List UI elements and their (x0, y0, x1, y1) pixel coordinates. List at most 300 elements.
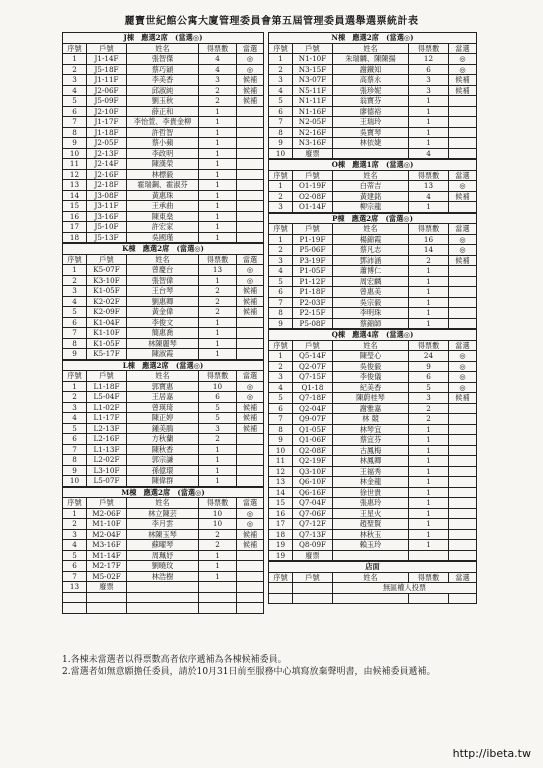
column-header-row (269, 43, 477, 54)
cell: Q9-07F (293, 414, 333, 425)
cell: 許宏家 (127, 222, 199, 233)
cell: J5-10F (87, 222, 127, 233)
cell (237, 211, 264, 222)
cell: 邱淑純 (127, 85, 199, 96)
cell: 李俊儀 (333, 372, 409, 383)
cell: J3-11F (87, 201, 127, 212)
cell (237, 190, 264, 201)
cell (449, 266, 477, 277)
cell: ◎ (449, 181, 477, 192)
cell: 李政明 (127, 148, 199, 159)
cell: 9 (63, 465, 87, 476)
cell: Q7-04F (293, 498, 333, 509)
page-title: 麗寶世紀館公寓大廈管理委員會第五屆管理委員選舉選票統計表 (124, 16, 419, 27)
cell: L3-10F (87, 465, 127, 476)
cell: M1-10F (87, 519, 127, 530)
table-row (63, 317, 264, 328)
building-heading-row (63, 487, 264, 498)
column-header-unit: 戶號 (87, 371, 127, 382)
cell: 7 (269, 297, 293, 308)
table-row (269, 414, 477, 425)
cell: 方秋蘭 (127, 434, 199, 445)
cell: 3 (409, 75, 449, 86)
column-header-name: 姓名 (333, 170, 409, 181)
column-header-votes: 得票數 (409, 170, 449, 181)
cell: 賴玉玲 (333, 540, 409, 551)
cell: ◎ (449, 234, 477, 245)
cell: 陳蔚桂琴 (333, 393, 409, 404)
cell: 1 (199, 169, 237, 180)
table-row (63, 275, 264, 286)
cell: 8 (63, 127, 87, 138)
table-row (269, 393, 477, 404)
cell: 候補 (237, 286, 264, 297)
cell: J3-16F (87, 211, 127, 222)
cell: 簡惠喬 (127, 328, 199, 339)
cell: 李美香 (127, 75, 199, 86)
cell: 2 (63, 519, 87, 530)
cell (237, 232, 264, 243)
column-header-row (269, 170, 477, 181)
cell: 古鳳梅 (333, 445, 409, 456)
cell: 劉惠卿 (127, 296, 199, 307)
cell (127, 582, 199, 593)
cell: P5-06F (293, 245, 333, 256)
cell: 5 (63, 423, 87, 434)
column-header-votes: 得票數 (409, 340, 449, 351)
cell: 候補 (449, 393, 477, 404)
cell: 1 (199, 180, 237, 191)
cell: 24 (409, 351, 449, 362)
cell: 1 (199, 550, 237, 561)
cell: 蕭博仁 (333, 266, 409, 277)
cell: 1 (409, 266, 449, 277)
cell: 16 (409, 234, 449, 245)
cell (449, 540, 477, 551)
cell: 1 (199, 127, 237, 138)
table-row (63, 286, 264, 297)
column-header-unit: 戶號 (87, 498, 127, 509)
cell: 1 (409, 477, 449, 488)
cell (449, 297, 477, 308)
right-column (268, 32, 476, 604)
cell: 3 (63, 286, 87, 297)
cell: 2 (199, 434, 237, 445)
column-header-unit: 戶號 (87, 43, 127, 54)
cell: 15 (269, 498, 293, 509)
cell: 19 (269, 540, 293, 551)
table-row (63, 54, 264, 65)
cell: 1 (63, 265, 87, 276)
cell: 8 (269, 308, 293, 319)
cell: 1 (199, 190, 237, 201)
cell: K1-05F (87, 338, 127, 349)
cell: 陳秋香 (127, 444, 199, 455)
cell: K1-04F (87, 317, 127, 328)
column-header-elected: 當選 (449, 170, 477, 181)
cell: K1-05F (87, 286, 127, 297)
cell: 1 (409, 202, 449, 213)
cell: 1 (199, 476, 237, 487)
cell: Q7-06F (293, 508, 333, 519)
table-row (63, 307, 264, 318)
column-header-no: 序號 (269, 224, 293, 235)
cell: 吳俊毅 (333, 361, 409, 372)
cell: 徐世貴 (333, 487, 409, 498)
cell: 14 (63, 190, 87, 201)
cell: 5 (63, 307, 87, 318)
cell: N3-07F (293, 75, 333, 86)
table-row (63, 519, 264, 530)
building-heading: N棟 應選2席 (當選◎) (269, 33, 477, 44)
cell: 林浩樹 (127, 571, 199, 582)
table-row (269, 435, 477, 446)
table-row (63, 455, 264, 466)
cell: 13 (269, 477, 293, 488)
cell: N2-05F (293, 117, 333, 128)
table-row (63, 127, 264, 138)
column-header-votes: 得票數 (199, 498, 237, 509)
cell: 1 (409, 96, 449, 107)
column-header-name: 姓名 (127, 43, 199, 54)
cell (237, 550, 264, 561)
cell: 1 (409, 308, 449, 319)
table-row (63, 201, 264, 212)
cell: 陳正婷 (127, 413, 199, 424)
cell: J5-13F (87, 232, 127, 243)
cell: N1-16F (293, 106, 333, 117)
cell: 蔡宜芬 (333, 435, 409, 446)
cell: 1 (199, 561, 237, 572)
table-row (269, 424, 477, 435)
cell (449, 414, 477, 425)
cell: 9 (63, 138, 87, 149)
cell: 5 (199, 413, 237, 424)
cell: 1 (409, 529, 449, 540)
cell: 1 (409, 445, 449, 456)
cell: 1 (199, 159, 237, 170)
building-table (62, 243, 264, 360)
cell (449, 487, 477, 498)
table-row (63, 561, 264, 572)
cell: 蔡凡志 (333, 245, 409, 256)
cell: 6 (63, 106, 87, 117)
column-header-elected: 當選 (237, 254, 264, 265)
column-header-row (63, 498, 264, 509)
cell: 1 (199, 232, 237, 243)
cell (449, 127, 477, 138)
table-row (269, 351, 477, 362)
cell: 陳偉群 (127, 476, 199, 487)
cell: 王星火 (333, 508, 409, 519)
cell: ◎ (237, 519, 264, 530)
column-header-name: 姓名 (127, 254, 199, 265)
cell (237, 180, 264, 191)
cell: M2-17F (87, 561, 127, 572)
cell: N1-10F (293, 54, 333, 65)
cell: 2 (199, 296, 237, 307)
cell: 1 (199, 106, 237, 117)
cell: ◎ (237, 508, 264, 519)
cell: 劉玉秋 (127, 96, 199, 107)
cell: 10 (199, 381, 237, 392)
cell: 6 (63, 561, 87, 572)
cell: ◎ (449, 351, 477, 362)
cell: 14 (409, 245, 449, 256)
cell: 2 (409, 414, 449, 425)
cell: 候補 (237, 529, 264, 540)
cell: 6 (409, 64, 449, 75)
cell: 候補 (237, 413, 264, 424)
cell: 2 (199, 286, 237, 297)
cell: 2 (199, 85, 237, 96)
cell (449, 498, 477, 509)
cell: 鍾美鵑 (127, 423, 199, 434)
column-header-elected: 當選 (449, 340, 477, 351)
column-header-votes: 得票數 (199, 371, 237, 382)
cell: O1-14F (293, 202, 333, 213)
column-header-row (269, 340, 477, 351)
cell: 9 (269, 435, 293, 446)
table-row (63, 169, 264, 180)
cell: 林陳玉琴 (127, 529, 199, 540)
cell: 吳國瑾 (127, 232, 199, 243)
cell: Q7-12F (293, 519, 333, 530)
cell: 王瑞玲 (333, 117, 409, 128)
cell (127, 603, 199, 614)
cell: 劉曉玟 (127, 561, 199, 572)
cell: 14 (269, 487, 293, 498)
table-row (269, 593, 477, 604)
cell: 張惠玲 (333, 498, 409, 509)
cell: J2-10F (87, 106, 127, 117)
cell (449, 445, 477, 456)
table-row (269, 117, 477, 128)
table-row (63, 190, 264, 201)
left-column (62, 32, 263, 614)
cell: J5-18F (87, 64, 127, 75)
table-row (63, 349, 264, 360)
cell: ◎ (449, 382, 477, 393)
cell: ◎ (237, 392, 264, 403)
cell: Q1-06F (293, 435, 333, 446)
cell: 蔡小蘋 (127, 138, 199, 149)
building-heading-row (269, 213, 477, 224)
cell: 吳宗毅 (333, 297, 409, 308)
cell: 16 (63, 211, 87, 222)
cell: P2-15F (293, 308, 333, 319)
table-row (269, 477, 477, 488)
cell: 蘇曜琴 (127, 540, 199, 551)
cell: 8 (63, 338, 87, 349)
cell: 19 (269, 550, 293, 561)
cell: 4 (269, 85, 293, 96)
cell: K2-02F (87, 296, 127, 307)
cell: 1 (409, 466, 449, 477)
cell (237, 317, 264, 328)
table-row (269, 550, 477, 561)
table-row (63, 465, 264, 476)
cell: 4 (269, 266, 293, 277)
cell: 1 (199, 201, 237, 212)
cell: 1 (199, 444, 237, 455)
cell: 4 (409, 191, 449, 202)
cell: 孫億環 (127, 465, 199, 476)
cell (293, 593, 333, 604)
cell: 5 (269, 393, 293, 404)
cell: L1-18F (87, 381, 127, 392)
cell: 7 (63, 444, 87, 455)
cell (449, 456, 477, 467)
cell: J2-05F (87, 138, 127, 149)
cell: L1-13F (87, 444, 127, 455)
table-row (63, 508, 264, 519)
cell (449, 424, 477, 435)
table-row (269, 583, 477, 594)
cell: 廖德裕 (333, 106, 409, 117)
cell: 17 (269, 519, 293, 530)
cell: K1-10F (87, 328, 127, 339)
cell: K3-10F (87, 275, 127, 286)
table-row (269, 181, 477, 192)
cell: 2 (269, 191, 293, 202)
table-row (269, 382, 477, 393)
cell: 1 (409, 318, 449, 329)
cell: Q7-13F (293, 529, 333, 540)
cell: 周宏麟 (333, 276, 409, 287)
table-row (269, 266, 477, 277)
column-header-row (63, 254, 264, 265)
table-row (269, 572, 477, 583)
column-header-votes: 得票數 (409, 43, 449, 54)
cell: 候補 (449, 255, 477, 266)
cell: 1 (199, 455, 237, 466)
cell: 3 (199, 423, 237, 434)
cell: Q6-16F (293, 487, 333, 498)
cell: 李明珠 (333, 308, 409, 319)
cell (237, 561, 264, 572)
column-header-no: 序號 (269, 170, 293, 181)
cell (449, 96, 477, 107)
cell: 1 (63, 54, 87, 65)
cell: 10 (63, 148, 87, 159)
cell: P5-08F (293, 318, 333, 329)
cell: 朱瑞麟、陳陳揚 (333, 54, 409, 65)
cell: J1-17F (87, 117, 127, 128)
cell: 鄧沛涵 (333, 255, 409, 266)
cell: 5 (269, 276, 293, 287)
cell: 1 (199, 349, 237, 360)
cell: 紀美香 (333, 382, 409, 393)
cell (63, 592, 87, 603)
cell: 當選 (449, 572, 477, 583)
cell: 林 競 (333, 414, 409, 425)
cell: 1 (199, 222, 237, 233)
cell: 8 (269, 127, 293, 138)
cell: P1-18F (293, 287, 333, 298)
cell: 1 (409, 498, 449, 509)
cell: 16 (269, 508, 293, 519)
building-heading: Q棟 應選4席 (當選◎) (269, 330, 477, 341)
table-row (269, 85, 477, 96)
cell: Q6-10F (293, 477, 333, 488)
table-row (63, 423, 264, 434)
cell: 1 (409, 127, 449, 138)
table-row (63, 603, 264, 614)
cell (449, 466, 477, 477)
column-header-row (63, 371, 264, 382)
cell: 廢票 (293, 550, 333, 561)
cell: 黃金偉 (127, 307, 199, 318)
column-header-votes: 得票數 (409, 224, 449, 235)
table-row (269, 308, 477, 319)
cell: 2 (409, 255, 449, 266)
cell: 4 (409, 148, 449, 159)
cell: 林陳麗琴 (127, 338, 199, 349)
note-1: 1.各棟未當選者以得票數高者依序遞補為各棟候補委員。 (62, 655, 287, 665)
building-table (62, 487, 264, 614)
cell: 楊錦霞 (333, 234, 409, 245)
building-heading: L棟 應選2席 (當選◎) (63, 360, 264, 371)
cell: Q8-09F (293, 540, 333, 551)
table-row (63, 75, 264, 86)
building-heading: J棟 應選2席 (當選◎) (63, 33, 264, 44)
cell: 5 (409, 382, 449, 393)
cell: 1 (199, 571, 237, 582)
cell: 3 (269, 202, 293, 213)
cell: 1 (409, 287, 449, 298)
cell: 李俊文 (127, 317, 199, 328)
cell (269, 593, 293, 604)
cell: 候補 (449, 191, 477, 202)
column-header-no: 序號 (63, 371, 87, 382)
table-row (63, 265, 264, 276)
cell: 候補 (237, 296, 264, 307)
cell: K5-17F (87, 349, 127, 360)
cell: 11 (269, 456, 293, 467)
cell: J1-18F (87, 127, 127, 138)
notes (62, 654, 522, 678)
cell: 郭宗謙 (127, 455, 199, 466)
column-header-row (269, 224, 477, 235)
cell: 4 (199, 54, 237, 65)
column-header-no: 序號 (63, 498, 87, 509)
cell: 林依婕 (333, 138, 409, 149)
table-row (269, 202, 477, 213)
cell (409, 593, 449, 604)
table-row (63, 296, 264, 307)
cell: 4 (199, 64, 237, 75)
cell: 3 (269, 75, 293, 86)
cell: 1 (199, 148, 237, 159)
table-row (269, 106, 477, 117)
table-row (269, 540, 477, 551)
cell: Q2-08F (293, 445, 333, 456)
cell: 柳宗龍 (333, 202, 409, 213)
cell: 2 (63, 392, 87, 403)
cell: 15 (63, 201, 87, 212)
cell: 8 (63, 455, 87, 466)
cell: 6 (409, 372, 449, 383)
cell: 7 (63, 328, 87, 339)
table-row (269, 297, 477, 308)
table-row (63, 550, 264, 561)
cell: 1 (409, 456, 449, 467)
cell: O1-19F (293, 181, 333, 192)
cell: ◎ (449, 54, 477, 65)
cell: Q3-10F (293, 466, 333, 477)
cell: J2-14F (87, 159, 127, 170)
